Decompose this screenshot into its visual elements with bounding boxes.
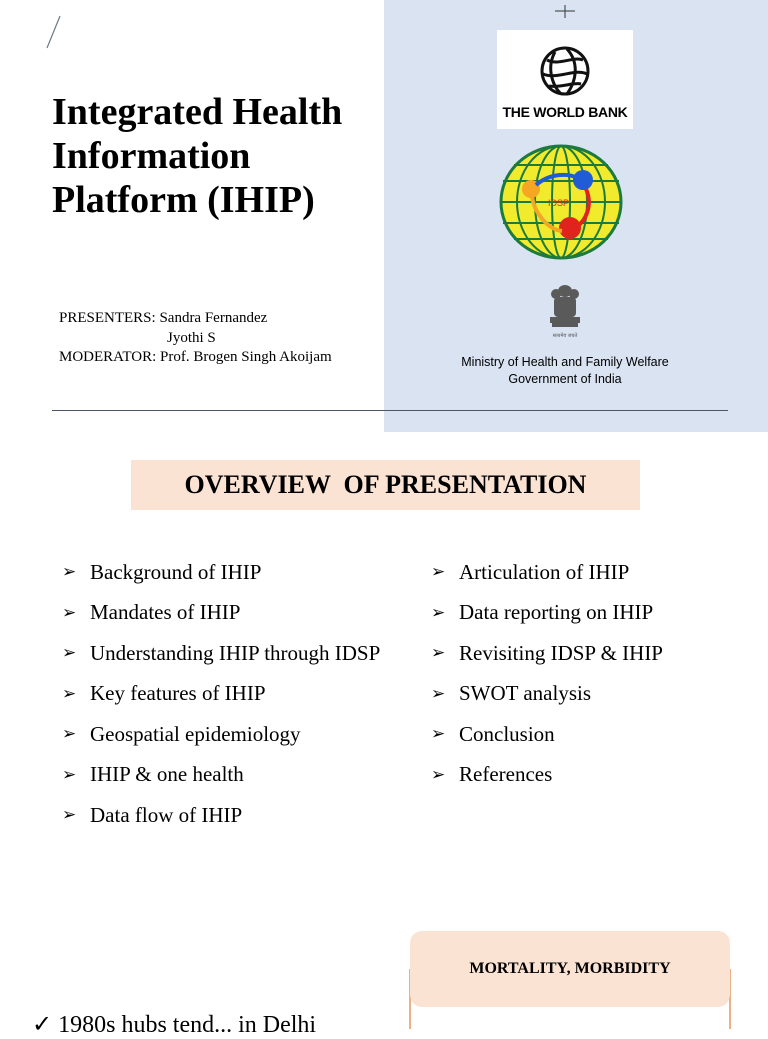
world-bank-text: THE WORLD BANK bbox=[502, 104, 628, 120]
globe-icon bbox=[537, 44, 593, 98]
list-item-text: Articulation of IHIP bbox=[459, 559, 630, 584]
overview-list-right bbox=[431, 552, 663, 795]
list-item-text: References bbox=[459, 762, 553, 787]
list-item-text: Understanding IHIP through IDSP bbox=[90, 640, 381, 665]
divider bbox=[52, 410, 728, 411]
world-bank-logo bbox=[497, 30, 633, 129]
overview-list-left bbox=[62, 552, 380, 836]
arrow-bullet-icon: ➢ bbox=[62, 643, 77, 664]
list-item bbox=[62, 633, 380, 674]
page-title: Integrated Health Information Platform (IHIP) bbox=[52, 91, 343, 221]
arrow-bullet-icon: ➢ bbox=[431, 724, 446, 745]
arrow-bullet-icon: ➢ bbox=[431, 562, 446, 583]
arrow-bullet-icon: ➢ bbox=[431, 683, 446, 704]
presenters-block bbox=[59, 309, 332, 368]
list-item bbox=[62, 552, 380, 593]
list-item bbox=[431, 633, 663, 674]
arrow-bullet-icon: ➢ bbox=[62, 805, 77, 826]
list-item bbox=[431, 755, 663, 796]
bottom-text: ✓ 1980s hubs tend... in Delhi bbox=[32, 1012, 317, 1038]
list-item bbox=[62, 674, 380, 715]
presenter-name: Jyothi S bbox=[167, 329, 216, 346]
national-emblem-icon bbox=[544, 283, 586, 339]
arrow-bullet-icon: ➢ bbox=[62, 562, 77, 583]
overview-heading: OVERVIEW OF PRESENTATION bbox=[131, 460, 640, 510]
decorative-slash bbox=[44, 14, 64, 50]
idsp-label: IDSP bbox=[548, 198, 570, 208]
ministry-line: Government of India bbox=[508, 372, 622, 386]
presenter-name: Sandra Fernandez bbox=[159, 310, 268, 326]
ministry-line: Ministry of Health and Family Welfare bbox=[461, 355, 669, 369]
presenters-row bbox=[59, 309, 332, 329]
arrow-bullet-icon: ➢ bbox=[431, 764, 446, 785]
arrow-bullet-icon: ➢ bbox=[62, 724, 77, 745]
list-item bbox=[62, 795, 380, 836]
list-item bbox=[431, 552, 663, 593]
presenters-label: PRESENTERS: bbox=[59, 310, 156, 326]
arrow-bullet-icon: ➢ bbox=[62, 602, 77, 623]
list-item-text: Background of IHIP bbox=[90, 559, 262, 584]
list-item-text: Geospatial epidemiology bbox=[90, 721, 301, 746]
idsp-globe-logo bbox=[498, 143, 626, 261]
list-item-text: Data reporting on IHIP bbox=[459, 600, 654, 625]
list-item bbox=[62, 714, 380, 755]
list-item-text: Key features of IHIP bbox=[90, 681, 266, 706]
arrow-bullet-icon: ➢ bbox=[431, 602, 446, 623]
moderator-label: MODERATOR: bbox=[59, 349, 157, 365]
moderator-row bbox=[59, 348, 332, 368]
presenters-row bbox=[59, 329, 332, 349]
list-item-text: Conclusion bbox=[459, 721, 555, 746]
list-item-text: SWOT analysis bbox=[459, 681, 592, 706]
arrow-bullet-icon: ➢ bbox=[431, 643, 446, 664]
emblem-caption: सत्यमेव जयते bbox=[552, 333, 578, 339]
arrow-bullet-icon: ➢ bbox=[62, 764, 77, 785]
list-item bbox=[62, 755, 380, 796]
list-item bbox=[431, 593, 663, 634]
list-item bbox=[62, 593, 380, 634]
mortality-morbidity-box: MORTALITY, MORBIDITY bbox=[410, 931, 730, 1007]
list-item bbox=[431, 674, 663, 715]
ministry-text bbox=[440, 354, 690, 388]
list-item bbox=[431, 714, 663, 755]
list-item-text: Revisiting IDSP & IHIP bbox=[459, 640, 663, 665]
list-item-text: Mandates of IHIP bbox=[90, 600, 241, 625]
plus-icon bbox=[553, 2, 577, 20]
arrow-bullet-icon: ➢ bbox=[62, 683, 77, 704]
moderator-name: Prof. Brogen Singh Akoijam bbox=[160, 349, 332, 365]
list-item-text: Data flow of IHIP bbox=[90, 802, 243, 827]
list-item-text: IHIP & one health bbox=[90, 762, 244, 787]
